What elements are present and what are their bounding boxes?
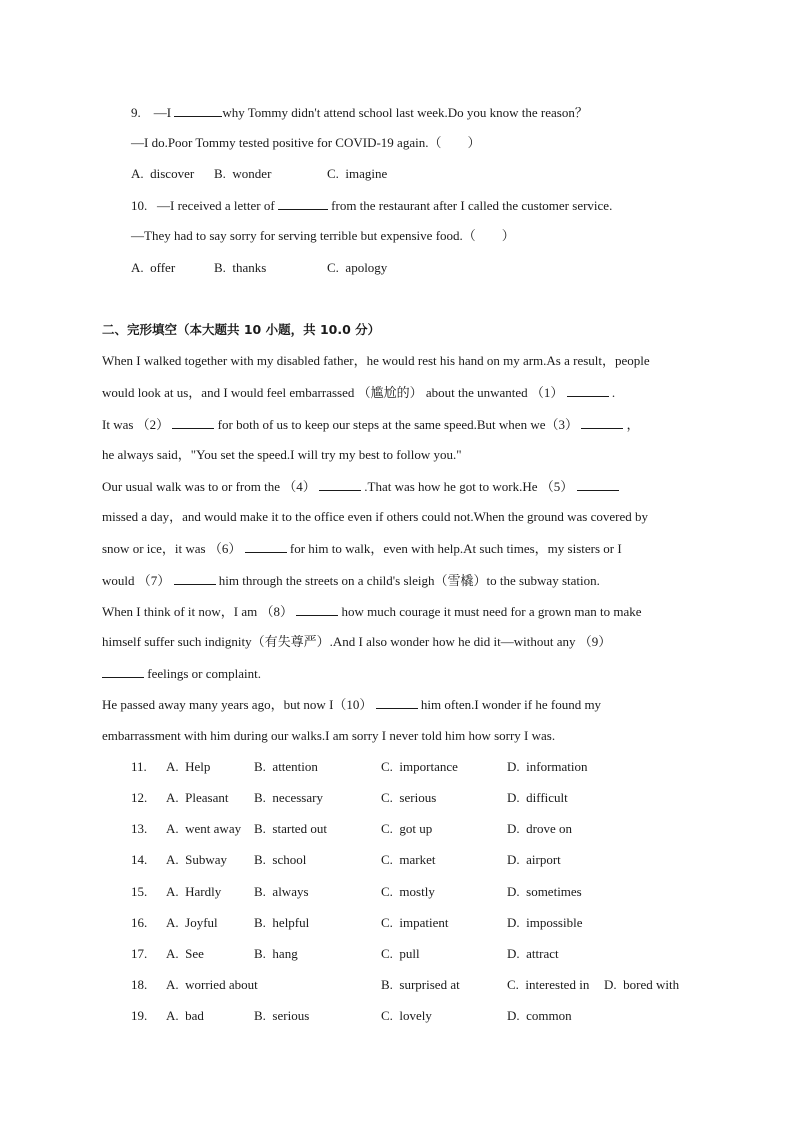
answer-blank (174, 104, 222, 117)
option-d: D. airport (507, 852, 561, 867)
option-c: C. importance (381, 759, 458, 774)
option-c: C. market (381, 852, 436, 867)
answer-blank-4 (319, 478, 361, 491)
option-d: D. impossible (507, 915, 583, 930)
option-c: C. lovely (381, 1008, 432, 1023)
passage-line: would （7） him through the streets on a child's sleigh（雪橇）to the subway station. (102, 573, 600, 588)
passage-line: would look at us，and I would feel embarrassed （尴尬的） about the unwanted （1） . (102, 385, 616, 400)
question-9-option-c: C. imagine (327, 166, 388, 181)
passage-line: himself suffer such indignity（有失尊严）.And I also wonder how he did it—without any （9） (102, 634, 612, 649)
option-d: D. attract (507, 946, 559, 961)
answer-blank (278, 197, 328, 210)
question-number: 11. (131, 759, 147, 774)
option-b: B. always (254, 884, 309, 899)
option-a: A. Hardly (166, 884, 222, 899)
option-a: A. Pleasant (166, 790, 229, 805)
question-number: 14. (131, 852, 148, 867)
option-a: A. worried about (166, 977, 258, 992)
question-9-response: —I do.Poor Tommy tested positive for COVID-19 again.（ ） (131, 135, 481, 150)
question-10-option-a: A. offer (131, 260, 176, 275)
question-9-stem: 9. —I why Tommy didn't attend school last week.Do you know the reason？ (131, 105, 588, 120)
question-number: 18. (131, 977, 148, 992)
option-d: D. bored with (604, 977, 680, 992)
passage-line: He passed away many years ago，but now I（10） him often.I wonder if he found my (102, 697, 602, 712)
question-9-option-b: B. wonder (214, 166, 272, 181)
answer-blank-1 (567, 384, 609, 397)
option-d: D. common (507, 1008, 572, 1023)
option-a: A. bad (166, 1008, 204, 1023)
option-c: C. serious (381, 790, 437, 805)
option-a: A. Help (166, 759, 211, 774)
option-b: B. serious (254, 1008, 310, 1023)
option-b: B. attention (254, 759, 318, 774)
option-a: A. Subway (166, 852, 228, 867)
question-10-response: —They had to say sorry for serving terrible but expensive food.（ ） (131, 228, 515, 243)
option-a: A. went away (166, 821, 242, 836)
option-b: B. helpful (254, 915, 310, 930)
answer-blank-9 (102, 665, 144, 678)
answer-blank-3 (581, 416, 623, 429)
option-b: B. hang (254, 946, 298, 961)
option-b: B. surprised at (381, 977, 460, 992)
question-10-option-c: C. apology (327, 260, 388, 275)
question-number: 10. (131, 198, 148, 213)
option-c: C. pull (381, 946, 420, 961)
question-number: 13. (131, 821, 148, 836)
option-c: C. got up (381, 821, 433, 836)
answer-blank-10 (376, 696, 418, 709)
question-9-option-a: A. discover (131, 166, 195, 181)
option-b: B. necessary (254, 790, 323, 805)
question-10-option-b: B. thanks (214, 260, 267, 275)
option-a: A. See (166, 946, 204, 961)
question-number: 15. (131, 884, 148, 899)
option-d: D. sometimes (507, 884, 582, 899)
option-b: B. school (254, 852, 307, 867)
option-b: B. started out (254, 821, 327, 836)
passage-line: missed a day，and would make it to the office even if others could not.When the ground was covered by (102, 509, 648, 524)
passage-line: he always said，"You set the speed.I will try my best to follow you." (102, 447, 462, 462)
option-d: D. difficult (507, 790, 568, 805)
passage-line: When I walked together with my disabled father，he would rest his hand on my arm.As a result，people (102, 353, 650, 368)
answer-blank-2 (172, 416, 214, 429)
option-c: C. mostly (381, 884, 435, 899)
option-d: D. information (507, 759, 588, 774)
question-number: 9. (131, 105, 141, 120)
question-number: 12. (131, 790, 148, 805)
option-d: D. drove on (507, 821, 572, 836)
passage-line: feelings or complaint. (102, 665, 261, 682)
answer-blank-6 (245, 540, 287, 553)
section-heading: 二、完形填空（本大题共 10 小题，共 10.0 分） (102, 322, 381, 337)
answer-blank-7 (174, 572, 216, 585)
passage-line: embarrassment with him during our walks.I am sorry I never told him how sorry I was. (102, 728, 556, 743)
passage-line: When I think of it now，I am （8） how much courage it must need for a grown man to make (102, 604, 642, 619)
question-number: 16. (131, 915, 148, 930)
question-number: 17. (131, 946, 148, 961)
question-10-stem: 10. —I received a letter of from the restaurant after I called the customer service. (131, 198, 613, 213)
passage-line: Our usual walk was to or from the （4） .That was how he got to work.He （5） (102, 478, 619, 495)
question-number: 19. (131, 1008, 148, 1023)
answer-blank-5 (577, 478, 619, 491)
option-c: C. interested in (507, 977, 590, 992)
option-c: C. impatient (381, 915, 449, 930)
answer-blank-8 (296, 603, 338, 616)
passage-line: snow or ice，it was （6） for him to walk，even with help.At such times，my sisters or I (102, 541, 622, 556)
passage-line: It was （2） for both of us to keep our steps at the same speed.But when we（3） ， (102, 417, 640, 432)
option-a: A. Joyful (166, 915, 218, 930)
